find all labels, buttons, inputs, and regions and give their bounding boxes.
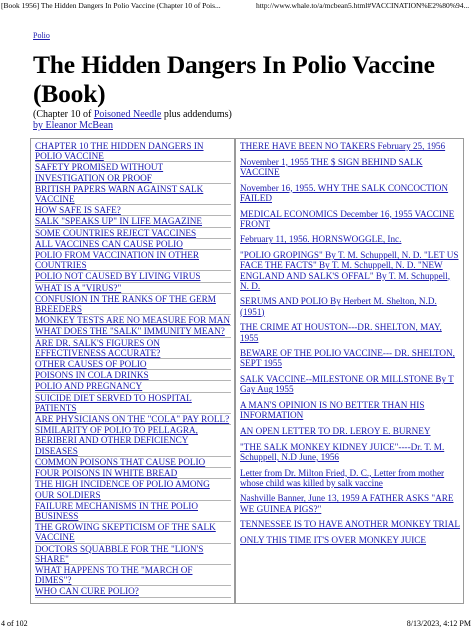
toc-right-link[interactable]: THERE HAVE BEEN NO TAKERS February 25, 1956 xyxy=(240,141,446,151)
page-counter: 4 of 102 xyxy=(1,619,28,628)
toc-right-list xyxy=(236,139,463,545)
toc-left-item xyxy=(35,414,231,425)
toc-right-link[interactable]: AN OPEN LETTER TO DR. LEROY E. BURNEY xyxy=(240,425,431,436)
toc-left-item xyxy=(35,381,231,392)
print-header-url: http://www.whale.to/a/mcbean5.html#VACCINATION%E2%80%94... xyxy=(256,1,470,10)
toc-right-link[interactable]: MEDICAL ECONOMICS December 16, 1955 VACCINE FRONT xyxy=(240,208,455,229)
toc-left-link[interactable]: OTHER CAUSES OF POLIO xyxy=(35,359,147,370)
toc-right-link[interactable]: November 1, 1955 THE $ SIGN BEHIND SALK VACCINE xyxy=(240,156,423,177)
toc-right-item xyxy=(240,183,460,203)
toc-left-item xyxy=(35,228,231,239)
toc-left-item xyxy=(35,468,231,479)
toc-right-link[interactable]: ONLY THIS TIME IT'S OVER MONKEY JUICE xyxy=(240,535,427,546)
toc-left-link[interactable]: CONFUSION IN THE RANKS OF THE GERM BREEDERS xyxy=(35,293,216,315)
author-link[interactable]: by Eleanor McBean xyxy=(33,120,113,131)
toc-right-item xyxy=(240,493,460,513)
toc-right-link[interactable]: SALK VACCINE--MILESTONE OR MILLSTONE By T Gay Aug 1955 xyxy=(240,374,454,395)
toc-right-link[interactable]: "THE SALK MONKEY KIDNEY JUICE"----Dr. T. M. Schuppell, N.D June, 1956 xyxy=(240,441,445,462)
print-header xyxy=(0,0,474,14)
toc-left-item xyxy=(35,522,231,543)
toc-left-link[interactable]: THE HIGH INCIDENCE OF POLIO AMONG OUR SOLDIERS xyxy=(35,479,210,500)
toc-right-link[interactable]: BEWARE OF THE POLIO VACCINE--- DR. SHELTON, SEPT 1955 xyxy=(240,348,455,369)
toc-right-link[interactable]: A MAN'S OPINION IS NO BETTER THAN HIS INFORMATION xyxy=(240,400,425,421)
page-subtitle xyxy=(33,109,232,120)
toc-left-item xyxy=(35,250,231,271)
toc-right-item xyxy=(240,141,460,151)
toc-right-link[interactable]: SERUMS AND POLIO By Herbert M. Shelton, N.D. (1951) xyxy=(240,296,437,317)
toc-left-link[interactable]: SALK "SPEAKS UP" IN LIFE MAGAZINE xyxy=(35,216,203,227)
toc-left-link[interactable]: WHAT HAPPENS TO THE "MARCH OF DIMES"? xyxy=(35,564,193,586)
toc-left-item xyxy=(35,184,231,205)
toc-left-column xyxy=(30,138,235,604)
toc-right-link[interactable]: Letter from Dr. Milton Fried, D. C., Letter from mother whose child was killed by salk vaccine xyxy=(240,467,445,488)
toc-right-item xyxy=(240,348,460,368)
page-title: The Hidden Dangers In Polio Vaccine (Book) xyxy=(33,50,435,108)
toc-left-item xyxy=(35,315,231,326)
toc-right-item xyxy=(240,519,460,529)
toc-right-item xyxy=(240,296,460,316)
toc-left-item xyxy=(35,393,231,414)
toc-right-item xyxy=(240,468,460,488)
toc-left-link[interactable]: POISONS IN COLA DRINKS xyxy=(35,370,149,381)
toc-right-item xyxy=(240,374,460,394)
toc-left-list xyxy=(31,139,234,598)
toc-right-link[interactable]: Nashville Banner, June 13, 1959 A FATHER ASKS "ARE WE GUINEA PIGS?" xyxy=(240,493,454,514)
toc-left-item xyxy=(35,216,231,227)
breadcrumb-polio-link[interactable]: Polio xyxy=(33,31,50,40)
toc-left-item xyxy=(35,544,231,565)
toc-left-item xyxy=(35,141,231,162)
print-datetime: 8/13/2023, 4:12 PM xyxy=(406,619,471,628)
toc-left-link[interactable]: FOUR POISONS IN WHITE BREAD xyxy=(35,468,178,479)
toc-right-item xyxy=(240,250,460,291)
toc-left-item xyxy=(35,326,231,337)
toc-left-item xyxy=(35,283,231,294)
toc-left-link[interactable]: ARE PHYSICIANS ON THE "COLA" PAY ROLL? xyxy=(35,414,230,425)
toc-left-link[interactable]: SOME COUNTRIES REJECT VACCINES xyxy=(35,227,197,238)
toc-left-item xyxy=(35,338,231,359)
print-footer xyxy=(0,616,474,632)
toc-right-link[interactable]: TENNESSEE IS TO HAVE ANOTHER MONKEY TRIAL xyxy=(240,519,460,530)
toc-right-item xyxy=(240,426,460,436)
toc-left-link[interactable]: SUICIDE DIET SERVED TO HOSPITAL PATIENTS xyxy=(35,392,192,413)
toc-left-link[interactable]: SIMILARITY OF POLIO TO PELLAGRA, BERIBERI AND OTHER DEFICIENCY DISEASES xyxy=(35,425,198,456)
toc-left-link[interactable]: POLIO NOT CAUSED BY LIVING VIRUS xyxy=(35,271,201,282)
toc-left-link[interactable]: POLIO AND PREGNANCY xyxy=(35,381,143,392)
toc-left-item xyxy=(35,359,231,370)
toc-right-link[interactable]: November 16, 1955. WHY THE SALK CONCOCTION FAILED xyxy=(240,182,449,203)
toc-left-item xyxy=(35,205,231,216)
toc-left-link[interactable]: DOCTORS SQUABBLE FOR THE "LION'S SHARE" xyxy=(35,543,204,564)
toc-right-link[interactable]: "POLIO GROPINGS" By T. M. Schuppell, N. D. "LET US FACE THE FACTS" By T. M. Schuppell, N. D. "NEW ENGLAND AND SALK'S OFFAL" By T. M. Schuppell, N. D. xyxy=(240,250,459,291)
toc-left-item xyxy=(35,586,231,597)
toc-right-link[interactable]: THE CRIME AT HOUSTON---DR. SHELTON, MAY, 1955 xyxy=(240,322,442,343)
subtitle-prefix: (Chapter 10 of xyxy=(33,109,94,120)
toc-right-link[interactable]: February 11, 1956. HORNSWOGGLE, Inc. xyxy=(240,234,402,245)
toc-left-link[interactable]: COMMON POISONS THAT CAUSE POLIO xyxy=(35,456,206,467)
toc-left-item xyxy=(35,370,231,381)
toc-right-item xyxy=(240,400,460,420)
table-of-contents xyxy=(30,138,464,604)
toc-right-column xyxy=(235,138,464,604)
subtitle-suffix: plus addendums) xyxy=(161,109,232,120)
toc-left-item xyxy=(35,565,231,586)
toc-left-item xyxy=(35,162,231,183)
toc-right-item xyxy=(240,234,460,244)
toc-left-item xyxy=(35,294,231,315)
toc-left-link[interactable]: WHO CAN CURE POLIO? xyxy=(35,586,139,597)
toc-left-link[interactable]: FAILURE MECHANISMS IN THE POLIO BUSINESS xyxy=(35,500,198,521)
toc-right-item xyxy=(240,442,460,462)
toc-left-link[interactable]: ARE DR. SALK'S FIGURES ON EFFECTIVENESS ACCURATE? xyxy=(35,337,161,358)
print-header-title: [Book 1956] The Hidden Dangers In Polio Vaccine (Chapter 10 of Pois... xyxy=(1,1,221,10)
toc-right-item xyxy=(240,209,460,229)
poisoned-needle-link[interactable]: Poisoned Needle xyxy=(93,109,162,120)
toc-left-item xyxy=(35,425,231,457)
toc-left-link[interactable]: BRITISH PAPERS WARN AGAINST SALK VACCINE xyxy=(35,183,204,205)
toc-left-item xyxy=(35,239,231,250)
toc-left-link[interactable]: POLIO FROM VACCINATION IN OTHER COUNTRIES xyxy=(35,250,200,271)
toc-left-link[interactable]: ALL VACCINES CAN CAUSE POLIO xyxy=(35,238,183,249)
toc-left-link[interactable]: HOW SAFE IS SAFE? xyxy=(35,205,121,216)
toc-left-link[interactable]: MONKEY TESTS ARE NO MEASURE FOR MAN xyxy=(35,315,230,326)
toc-right-item xyxy=(240,535,460,545)
toc-left-link[interactable]: WHAT IS A "VIRUS?" xyxy=(35,282,122,293)
toc-left-item xyxy=(35,271,231,282)
toc-right-item xyxy=(240,157,460,177)
toc-left-item xyxy=(35,501,231,522)
toc-left-link[interactable]: THE GROWING SKEPTICISM OF THE SALK VACCINE xyxy=(35,522,216,543)
toc-left-link[interactable]: CHAPTER 10 THE HIDDEN DANGERS IN POLIO VACCINE xyxy=(35,141,204,162)
toc-left-link[interactable]: SAFETY PROMISED WITHOUT INVESTIGATION OR PROOF xyxy=(35,162,164,183)
toc-right-item xyxy=(240,322,460,342)
toc-left-link[interactable]: WHAT DOES THE "SALK" IMMUNITY MEAN? xyxy=(35,326,225,337)
toc-left-item xyxy=(35,457,231,468)
toc-left-item xyxy=(35,479,231,500)
